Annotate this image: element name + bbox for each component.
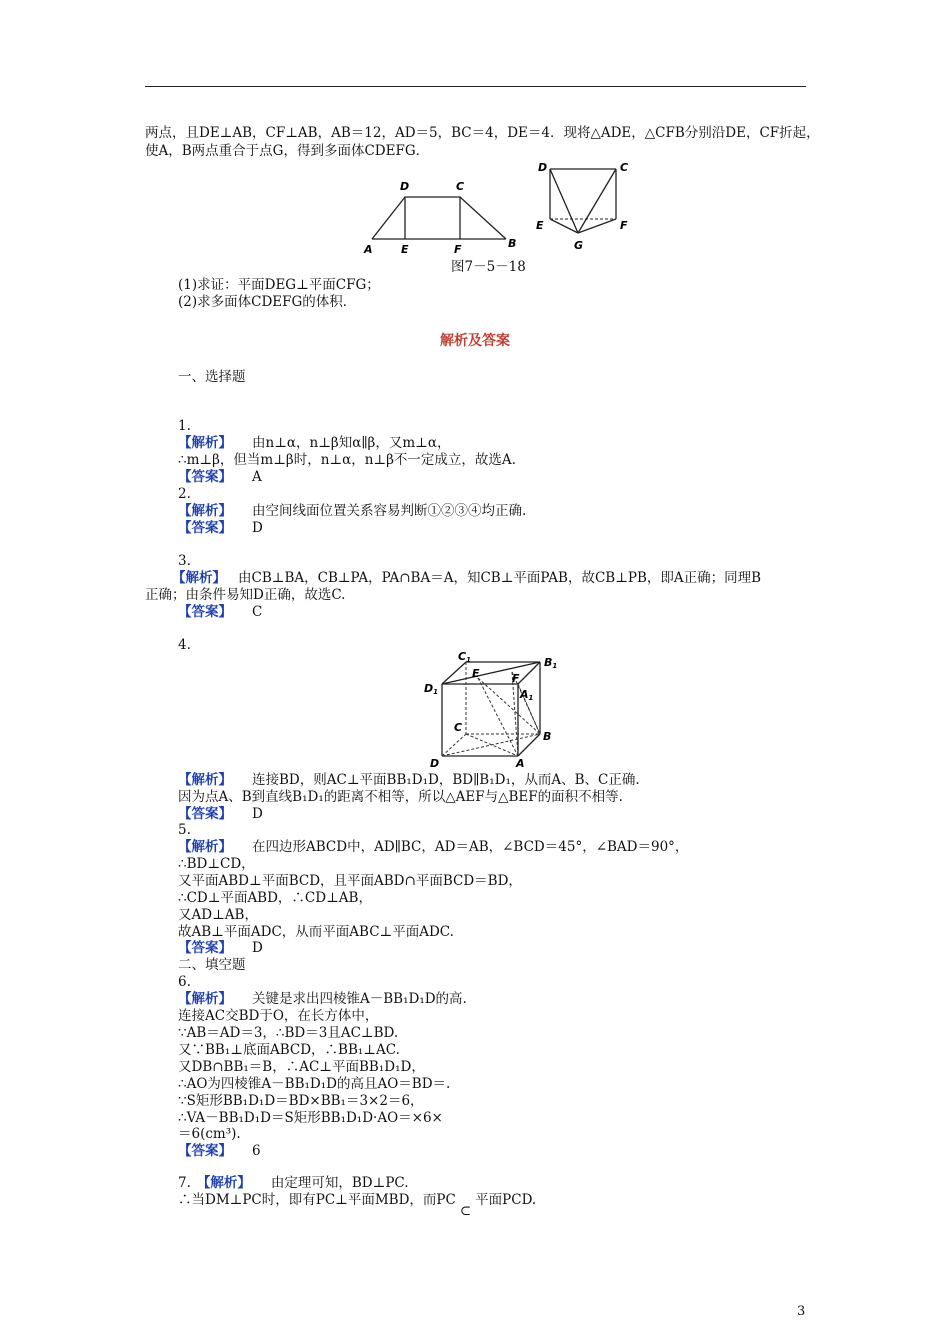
q3-number: 3.: [178, 553, 191, 569]
q5-line-1: 在四边形ABCD中，AD∥BC，AD＝AB，∠BCD＝45°，∠BAD＝90°，: [252, 839, 689, 855]
label-E: E: [472, 667, 480, 680]
q6-line-7: ∵S矩形BB₁D₁D＝BD×BB₁＝3×2＝6，: [178, 1093, 424, 1109]
q4-answer: [178, 806, 263, 822]
label-D: D: [538, 161, 548, 174]
q1-text-1: 由n⊥α，n⊥β知α∥β，又m⊥α，: [252, 435, 451, 451]
q5-line-2: ∴BD⊥CD，: [178, 856, 255, 872]
label-F: F: [454, 243, 462, 256]
q6-line-5: 又DB∩BB₁＝B，∴AC⊥平面BB₁D₁D，: [178, 1059, 425, 1075]
section-title: 解析及答案: [440, 333, 510, 349]
label-F: F: [512, 672, 520, 685]
q3-text-1: 由CB⊥BA，CB⊥PA，PA∩BA＝A，知CB⊥平面PAB，故CB⊥PB，即A正确；同理B: [238, 570, 762, 586]
q6-line-1: 关键是求出四棱锥A－BB₁D₁D的高.: [252, 991, 467, 1007]
analysis-tag: 【解析】: [178, 772, 232, 788]
answer-tag: 【答案】: [178, 469, 232, 485]
q6-line-2: 连接AC交BD于O，在长方体中，: [178, 1008, 379, 1024]
q2-answer-value: D: [252, 520, 263, 536]
q6-line-3: ∵AB＝AD＝3，∴BD＝3且AC⊥BD.: [178, 1025, 399, 1041]
analysis-tag: 【解析】: [172, 570, 226, 586]
label-F: F: [620, 219, 628, 232]
q7-text-2: ∴当DM⊥PC时，即有PC⊥平面MBD，而PC: [178, 1192, 456, 1208]
q4-text-1: 连接BD，则AC⊥平面BB₁D₁D，BD∥B₁D₁，从而A、B、C正确.: [252, 772, 640, 788]
label-B: B: [508, 237, 517, 250]
answer-tag: 【答案】: [178, 604, 232, 620]
q6-line-6: ∴AO为四棱锥A－BB₁D₁D的高且AO＝BD＝.: [178, 1076, 451, 1092]
q7-number: 7.: [178, 1175, 191, 1191]
q6-answer-value: 6: [252, 1143, 261, 1159]
q6-number: 6.: [178, 974, 191, 990]
trapezoid-figure: [360, 175, 525, 257]
label-A1: A1: [520, 688, 534, 702]
page-number: 3: [797, 1304, 806, 1319]
q7-text-2-line: [178, 1192, 537, 1219]
q7-text-3: 平面PCD.: [475, 1192, 537, 1208]
part-2-heading: 二、填空题: [178, 957, 246, 973]
q7-text-1: 由定理可知，BD⊥PC.: [270, 1175, 409, 1191]
q3-answer: [178, 604, 262, 620]
question-1: (1)求证：平面DEG⊥平面CFG；: [178, 277, 380, 293]
q5-line-3: 又平面ABD⊥平面BCD，且平面ABD∩平面BCD＝BD，: [178, 873, 522, 889]
label-B: B: [543, 730, 552, 743]
analysis-tag: 【解析】: [178, 839, 232, 855]
subset-symbol: ⊂: [459, 1203, 472, 1219]
label-A: A: [516, 757, 525, 768]
label-A: A: [364, 243, 373, 256]
label-E: E: [536, 219, 544, 232]
header-rule: [145, 86, 806, 87]
problem-line-1: 两点，且DE⊥AB，CF⊥AB，AB＝12，AD＝5，BC＝4，DE＝4．现将△ADE，△CFB分别沿DE，CF折起，: [145, 125, 820, 141]
label-G: G: [574, 239, 584, 252]
part-1-heading: 一、选择题: [178, 369, 246, 385]
label-C: C: [454, 721, 463, 734]
q5-number: 5.: [178, 822, 191, 838]
q5-answer: [178, 940, 263, 956]
answer-tag: 【答案】: [178, 940, 232, 956]
q3-text-2: 正确；由条件易知D正确，故选C.: [145, 587, 346, 603]
q6-line-4: 又∵BB₁⊥底面ABCD，∴BB₁⊥AC.: [178, 1042, 400, 1058]
q5-line-6: 故AB⊥平面ADC，从而平面ABC⊥平面ADC.: [178, 924, 454, 940]
q7-analysis: [178, 1175, 409, 1191]
figure-caption: 图7－5－18: [451, 259, 526, 275]
q6-answer: [178, 1143, 261, 1159]
problem-line-2: 使A，B两点重合于点G，得到多面体CDEFG．: [145, 143, 430, 159]
polyhedron-figure: [532, 157, 632, 257]
q6-analysis: [178, 991, 467, 1007]
q2-answer: [178, 520, 263, 536]
q2-analysis: [178, 503, 526, 519]
label-B1: B1: [544, 656, 558, 670]
q4-answer-value: D: [252, 806, 263, 822]
q3-answer-value: C: [252, 604, 263, 620]
answer-tag: 【答案】: [178, 1143, 232, 1159]
q5-line-5: 又AD⊥AB，: [178, 907, 258, 923]
q4-number: 4.: [178, 637, 191, 653]
q6-line-8: ∴VA－BB₁D₁D＝S矩形BB₁D₁D·AO＝×6×: [178, 1110, 443, 1126]
q2-text: 由空间线面位置关系容易判断①②③④均正确.: [252, 503, 527, 519]
q3-analysis: [172, 570, 761, 586]
label-C: C: [456, 180, 465, 193]
q1-analysis: [178, 435, 450, 451]
q5-answer-value: D: [252, 940, 263, 956]
q1-text-2: ∴m⊥β，但当m⊥β时，n⊥α，n⊥β不一定成立，故选A.: [178, 452, 516, 468]
analysis-tag: 【解析】: [178, 435, 232, 451]
question-2: (2)求多面体CDEFG的体积．: [178, 294, 357, 310]
q1-answer: [178, 469, 262, 485]
label-C: C: [620, 161, 629, 174]
label-C1: C1: [458, 650, 471, 664]
analysis-tag: 【解析】: [178, 503, 232, 519]
q6-line-9: ＝6(cm³).: [178, 1126, 241, 1142]
label-D1: D1: [424, 682, 439, 696]
analysis-tag: 【解析】: [196, 1175, 251, 1191]
label-E: E: [401, 243, 409, 256]
q2-number: 2.: [178, 486, 191, 502]
q5-analysis: [178, 839, 688, 855]
analysis-tag: 【解析】: [178, 991, 232, 1007]
q4-text-2: 因为点A、B到直线B₁D₁的距离不相等，所以△AEF与△BEF的面积不相等.: [178, 789, 623, 805]
cube-figure: [420, 650, 570, 768]
answer-tag: 【答案】: [178, 520, 232, 536]
q1-answer-value: A: [252, 469, 262, 485]
q5-line-4: ∴CD⊥平面ABD，∴CD⊥AB，: [178, 890, 372, 906]
answer-tag: 【答案】: [178, 806, 232, 822]
label-D: D: [400, 180, 410, 193]
q4-analysis: [178, 772, 640, 788]
label-D: D: [430, 757, 440, 768]
q1-number: 1.: [178, 418, 191, 434]
